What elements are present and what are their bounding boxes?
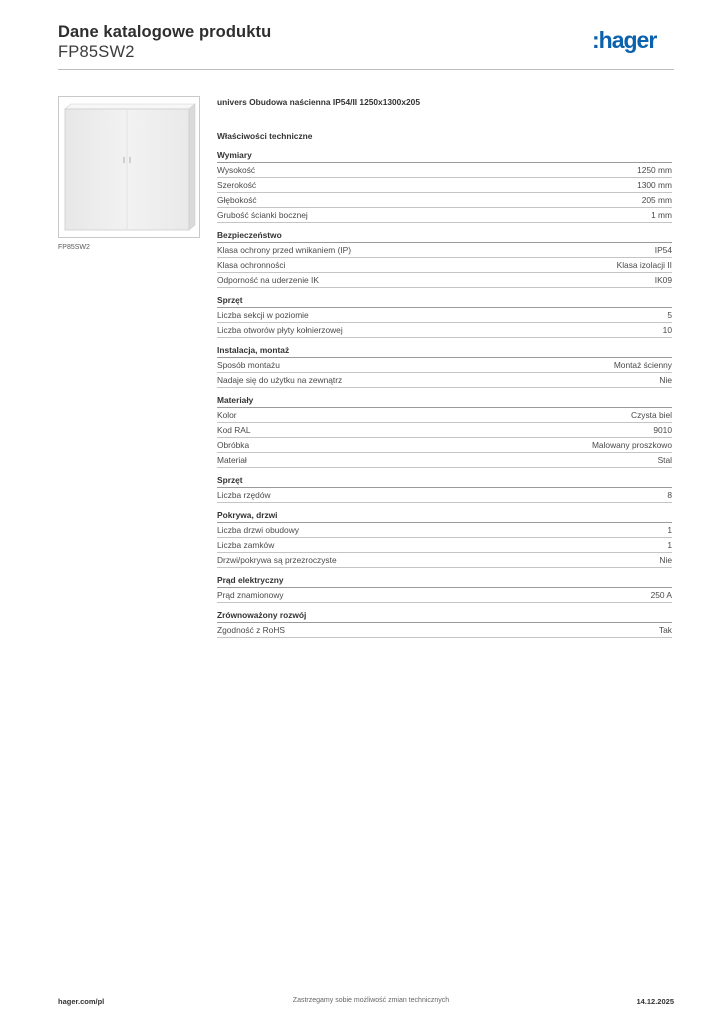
spec-label: Liczba drzwi obudowy — [217, 525, 299, 535]
spec-value: Montaż ścienny — [613, 360, 672, 370]
product-code: FP85SW2 — [58, 43, 135, 61]
section-title: Pokrywa, drzwi — [217, 509, 672, 523]
section-title: Zrównoważony rozwój — [217, 609, 672, 623]
spec-label: Liczba otworów płyty kołnierzowej — [217, 325, 343, 335]
spec-value: Nie — [659, 555, 672, 565]
spec-label: Kolor — [217, 410, 237, 420]
section-title: Instalacja, montaż — [217, 344, 672, 358]
spec-label: Kod RAL — [217, 425, 251, 435]
page-header — [58, 22, 674, 68]
spec-value: Tak — [658, 625, 672, 635]
spec-label: Liczba sekcji w poziomie — [217, 310, 309, 320]
spec-row — [217, 523, 672, 538]
spec-value: 1 — [667, 525, 672, 535]
spec-label: Odporność na uderzenie IK — [217, 275, 319, 285]
spec-value: 8 — [667, 490, 672, 500]
spec-value: 5 — [667, 310, 672, 320]
hager-logo-text: :hager — [592, 28, 657, 53]
spec-value: 1250 mm — [637, 165, 672, 175]
spec-value: Nie — [659, 375, 672, 385]
spec-label: Klasa ochrony przed wnikaniem (IP) — [217, 245, 352, 255]
spec-row — [217, 453, 672, 468]
spec-value: IK09 — [654, 275, 672, 285]
spec-value: Czysta biel — [631, 410, 672, 420]
spec-value: 1 — [667, 540, 672, 550]
spec-row — [217, 438, 672, 453]
spec-label: Obróbka — [217, 440, 250, 450]
spec-row — [217, 273, 672, 288]
spec-row — [217, 623, 672, 638]
spec-row — [217, 243, 672, 258]
spec-row — [217, 538, 672, 553]
technical-properties-heading: Właściwości techniczne — [217, 131, 313, 141]
spec-value: Klasa izolacji II — [616, 260, 672, 270]
spec-value: 10 — [662, 325, 672, 335]
spec-value: Stal — [657, 455, 672, 465]
enclosure-illustration — [59, 97, 199, 237]
hager-logo[interactable] — [592, 28, 674, 54]
spec-row — [217, 408, 672, 423]
spec-label: Wysokość — [217, 165, 256, 175]
spec-label: Klasa ochronności — [217, 260, 286, 270]
spec-section — [217, 149, 672, 223]
spec-section — [217, 344, 672, 388]
section-title: Sprzęt — [217, 474, 672, 488]
section-title: Sprzęt — [217, 294, 672, 308]
spec-row — [217, 258, 672, 273]
section-title: Materiały — [217, 394, 672, 408]
spec-section — [217, 609, 672, 638]
spec-row — [217, 488, 672, 503]
spec-section — [217, 229, 672, 288]
product-image — [58, 96, 200, 238]
spec-section — [217, 294, 672, 338]
spec-row — [217, 588, 672, 603]
spec-value: 9010 — [653, 425, 672, 435]
spec-value: 1 mm — [651, 210, 672, 220]
header-divider — [58, 69, 674, 70]
spec-section — [217, 394, 672, 468]
spec-row — [217, 308, 672, 323]
spec-section — [217, 509, 672, 568]
spec-row — [217, 208, 672, 223]
spec-label: Prąd znamionowy — [217, 590, 284, 600]
product-description: univers Obudowa naścienna IP54/II 1250x1300x205 — [217, 97, 420, 107]
spec-value: IP54 — [654, 245, 672, 255]
section-title: Wymiary — [217, 149, 672, 163]
section-title: Bezpieczeństwo — [217, 229, 672, 243]
section-title: Prąd elektryczny — [217, 574, 672, 588]
spec-value: 1300 mm — [637, 180, 672, 190]
footer-website-link[interactable]: hager.com/pl — [58, 997, 105, 1006]
spec-row — [217, 358, 672, 373]
spec-label: Sposób montażu — [217, 360, 280, 370]
spec-row — [217, 323, 672, 338]
spec-section — [217, 574, 672, 603]
specification-content — [217, 95, 672, 644]
spec-section — [217, 474, 672, 503]
spec-row — [217, 178, 672, 193]
spec-row — [217, 423, 672, 438]
spec-label: Liczba zamków — [217, 540, 275, 550]
spec-label: Materiał — [217, 455, 247, 465]
spec-label: Liczba rzędów — [217, 490, 271, 500]
spec-value: 250 A — [650, 590, 672, 600]
spec-value: 205 mm — [641, 195, 672, 205]
spec-row — [217, 553, 672, 568]
spec-row — [217, 163, 672, 178]
spec-value: Malowany proszkowo — [591, 440, 672, 450]
image-caption: FP85SW2 — [58, 244, 90, 251]
spec-label: Zgodność z RoHS — [217, 625, 285, 635]
spec-label: Głębokość — [217, 195, 257, 205]
spec-row — [217, 373, 672, 388]
spec-label: Drzwi/pokrywa są przezroczyste — [217, 555, 337, 565]
page-title: Dane katalogowe produktu — [58, 23, 272, 41]
footer-date: 14.12.2025 — [636, 997, 674, 1006]
spec-label: Szerokość — [217, 180, 257, 190]
footer-disclaimer: Zastrzegamy sobie możliwość zmian technicznych — [292, 997, 450, 1004]
spec-label: Nadaje się do użytku na zewnątrz — [217, 375, 343, 385]
spec-label: Grubość ścianki bocznej — [217, 210, 308, 220]
spec-row — [217, 193, 672, 208]
page-footer — [58, 997, 674, 1011]
